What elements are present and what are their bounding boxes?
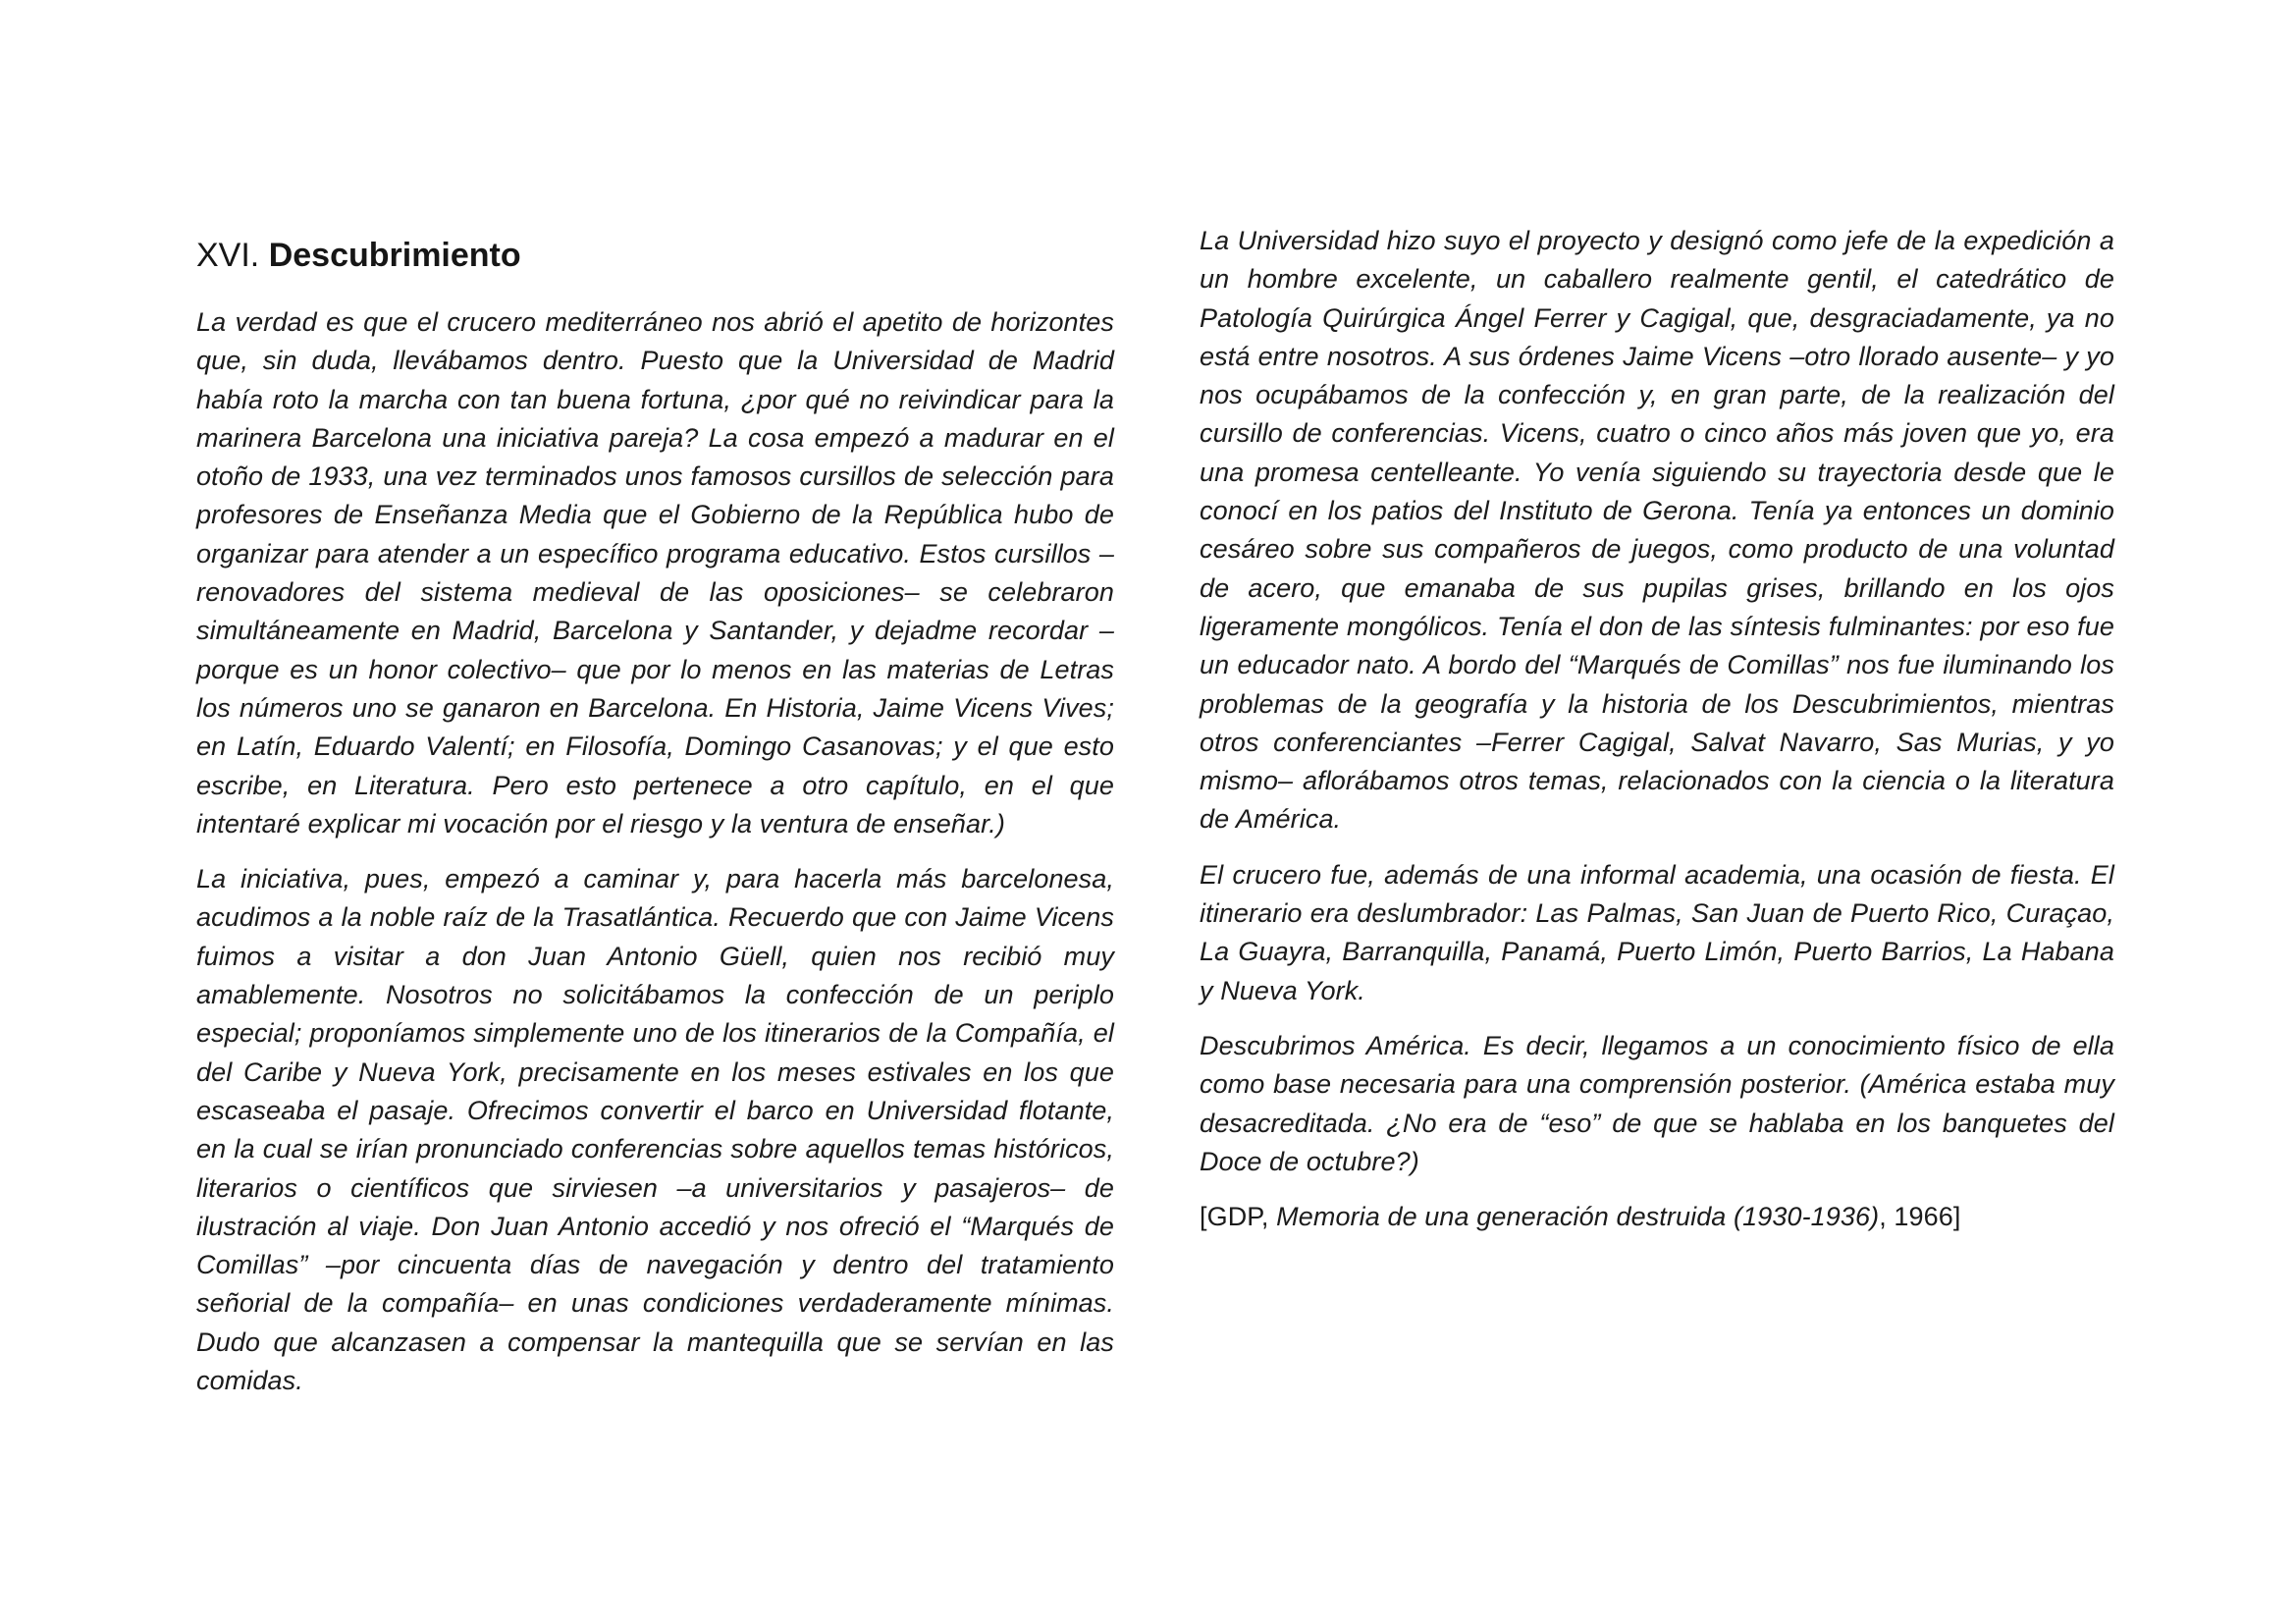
heading-number: XVI. [196,237,260,274]
right-column [1200,222,2114,1253]
paragraph: El crucero fue, además de una informal academia, una ocasión de fiesta. El itinerario era deslumbrador: Las Palmas, San Juan de Puerto Rico, Curaçao, La Guayra, Barranquilla, Panamá, Puerto Limón, Puerto Barrios, La Habana y Nueva York. [1200,859,2114,1005]
left-column [196,234,1114,1417]
paragraph: La Universidad hizo suyo el proyecto y designó como jefe de la expedición a un hombre excelente, un caballero realmente gentil, el catedrático de Patología Quirúrgica Ángel Ferrer y Cagigal, que, desgraciadamente, ya no está entre nosotros. A sus órdenes Jaime Vicens –otro llorado ausente– y yo nos ocupábamos de la confección y, en gran parte, de la realización del cursillo de conferencias. Vicens, cuatro o cinco años más joven que yo, era una promesa centelleante. Yo venía siguiendo su trayectoria desde que le conocí en los patios del Instituto de Gerona. Tenía ya entonces un dominio cesáreo sobre sus compañeros de juegos, como producto de una voluntad de acero, que emanaba de sus pupilas grises, brillando en los ojos ligeramente mongólicos. Tenía el don de las síntesis fulminantes: por eso fue un educador nato. A bordo del “Marqués de Comillas” nos fue iluminando los problemas de la geografía y la historia de los Descubrimientos, mientras otros conferenciantes –Ferrer Cagigal, Salvat Navarro, Sas Murias, y yo mismo– aflorábamos otros temas, relacionados con la ciencia o la literatura de América. [1200,226,2114,835]
citation-suffix: , 1966] [1879,1202,1961,1232]
heading-title: Descubrimiento [268,237,521,274]
citation-line [1200,1198,2114,1236]
section-heading [196,234,1114,277]
paragraph: La iniciativa, pues, empezó a caminar y, para hacerla más barcelonesa, acudimos a la noble raíz de la Trasatlántica. Recuerdo que con Jaime Vicens fuimos a visitar a don Juan Antonio Güell, quien nos recibió muy amablemente. Nosotros no solicitábamos la confección de un periplo especial; proponíamos simplemente uno de los itinerarios de la Compañía, el del Caribe y Nueva York, precisamente en los meses estivales en los que escaseaba el pasaje. Ofrecimos convertir el barco en Universidad flotante, en la cual se irían pronunciado conferencias sobre aquellos temas históricos, literarios o científicos que sirviesen –a universitarios y pasajeros– de ilustración al viaje. Don Juan Antonio accedió y nos ofreció el “Marqués de Comillas” –por cincuenta días de navegación y dentro del tratamiento señorial de la compañía– en unas condiciones verdaderamente mínimas. Dudo que alcanzasen a compensar la mantequilla que se servían en las comidas. [196,864,1114,1396]
paragraph: Descubrimos América. Es decir, llegamos a un conocimiento físico de ella como base necesaria para una comprensión posterior. (América estaba muy desacreditada. ¿No era de “eso” de que se hablaba en los banquetes del Doce de octubre?) [1200,1030,2114,1176]
citation-prefix: [GDP, [1200,1202,1277,1232]
citation-title: Memoria de una generación destruida (1930-1936) [1276,1202,1880,1232]
paragraph: La verdad es que el crucero mediterráneo nos abrió el apetito de horizontes que, sin duda, llevábamos dentro. Puesto que la Universidad de Madrid había roto la marcha con tan buena fortuna, ¿por qué no reivindicar para la marinera Barcelona una iniciativa pareja? La cosa empezó a madurar en el otoño de 1933, una vez terminados unos famosos cursillos de selección para profesores de Enseñanza Media que el Gobierno de la República hubo de organizar para atender a un específico programa educativo. Estos cursillos –renovadores del sistema medieval de las oposiciones– se celebraron simultáneamente en Madrid, Barcelona y Santander, y dejadme recordar –porque es un honor colectivo– que por lo menos en las materias de Letras los números uno se ganaron en Barcelona. En Historia, Jaime Vicens Vives; en Latín, Eduardo Valentí; en Filosofía, Domingo Casanovas; y el que esto escribe, en Literatura. Pero esto pertenece a otro capítulo, en el que intentaré explicar mi vocación por el riesgo y la ventura de enseñar.) [196,307,1114,839]
